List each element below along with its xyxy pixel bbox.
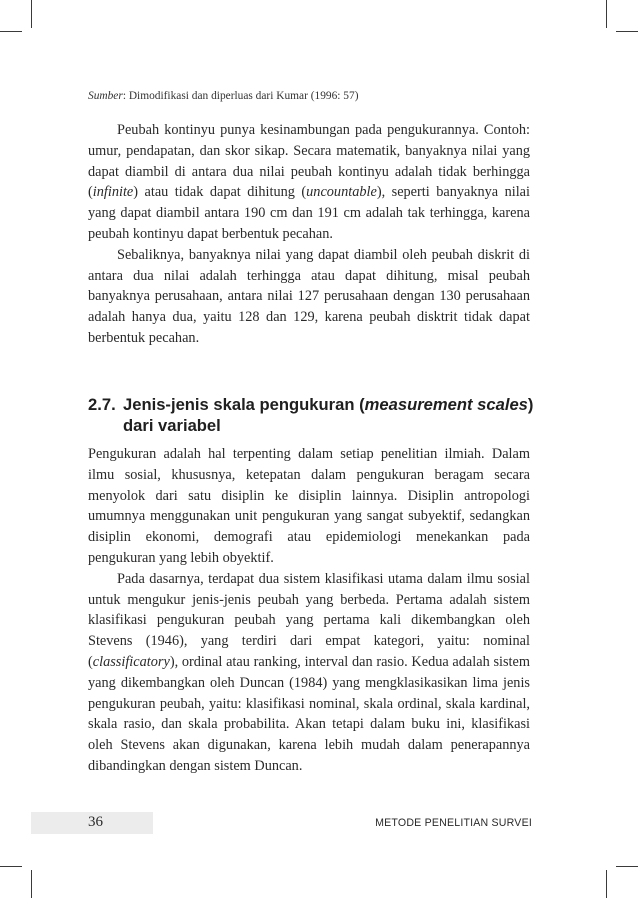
term-measurement-scales: measurement scales [364, 395, 528, 414]
running-footer-title: METODE PENELITIAN SURVEI [375, 817, 532, 829]
source-text: : Dimodifikasi dan diperluas dari Kumar (1996: 57) [122, 90, 359, 102]
section-heading-line2: dari variabel [123, 416, 221, 435]
crop-mark [616, 866, 638, 867]
crop-mark [616, 31, 638, 32]
section-number: 2.7. [88, 395, 116, 414]
term-classificatory: classificatory [92, 653, 170, 670]
source-label: Sumber [88, 90, 123, 102]
body-text-lower [88, 444, 530, 777]
term-infinite: infinite [92, 184, 134, 201]
crop-mark [606, 870, 607, 898]
table-source-note [88, 90, 532, 102]
paragraph-measurement: Pengukuran adalah hal terpenting dalam setiap penelitian ilmiah. Dalam ilmu sosial, khususnya, ketepatan dalam pengukuran beragam secara menyolok dari satu disiplin ke disiplin lainnya. Disiplin antropologi umumnya menggunakan unit pengukuran yang sangat subyektif, sedangkan disiplin ekonomi, demografi atau epidemiologi menekankan pada pengukuran yang lebih obyektif. [88, 446, 530, 566]
crop-mark [31, 870, 32, 898]
crop-mark [606, 0, 607, 28]
crop-mark [31, 0, 32, 28]
section-heading-line1: 2.7. Jenis-jenis skala pengukuran (measurement scales) [88, 395, 534, 414]
crop-mark [0, 866, 22, 867]
paragraph-classification-systems: Pada dasarnya, terdapat dua sistem klasifikasi utama dalam ilmu sosial untuk mengukur jenis-jenis peubah yang berbeda. Pertama adalah sistem klasifikasi pengukuran peubah yang pertama kali dikembangkan oleh Stevens (1946), yang terdiri dari empat kategori, yaitu: nominal (classificatory), ordinal atau ranking, interval dan rasio. Kedua adalah sistem yang dikembangkan oleh Duncan (1984) yang mengklasikasikan lima jenis pengukuran peubah, yaitu: klasifikasi nominal, skala ordinal, skala kardinal, skala rasio, dan skala probabilita. Akan tetapi dalam buku ini, klasifikasi oleh Stevens akan digunakan, karena lebih mudah dalam penerapannya dibandingkan dengan sistem Duncan. [88, 570, 530, 774]
paragraph-continuous-variable: Peubah kontinyu punya kesinambungan pada pengukurannya. Contoh: umur, pendapatan, dan skor sikap. Secara matematik, banyaknya nilai yang dapat diambil di antara dua nilai peubah kontinyu adalah tidak berhingga (infinite) atau tidak dapat dihitung (uncountable), seperti banyaknya nilai yang dapat diambil antara 190 cm dan 191 cm adalah tak terhingga, karena peubah kontinyu dapat berbentuk pecahan. [88, 122, 530, 242]
term-uncountable: uncountable [306, 184, 377, 201]
section-heading [88, 394, 538, 436]
paragraph-discrete-variable: Sebaliknya, banyaknya nilai yang dapat diambil oleh peubah diskrit di antara dua nilai adalah terhingga atau dapat dihitung, misal peubah banyaknya perusahaan, antara nilai 127 perusahaan dengan 130 perusahaan adalah hanya dua, yaitu 128 dan 129, karena peubah disktrit tidak dapat berbentuk pecahan. [88, 246, 530, 346]
crop-mark [0, 31, 22, 32]
page-number: 36 [88, 814, 103, 830]
body-text-upper [88, 120, 530, 349]
